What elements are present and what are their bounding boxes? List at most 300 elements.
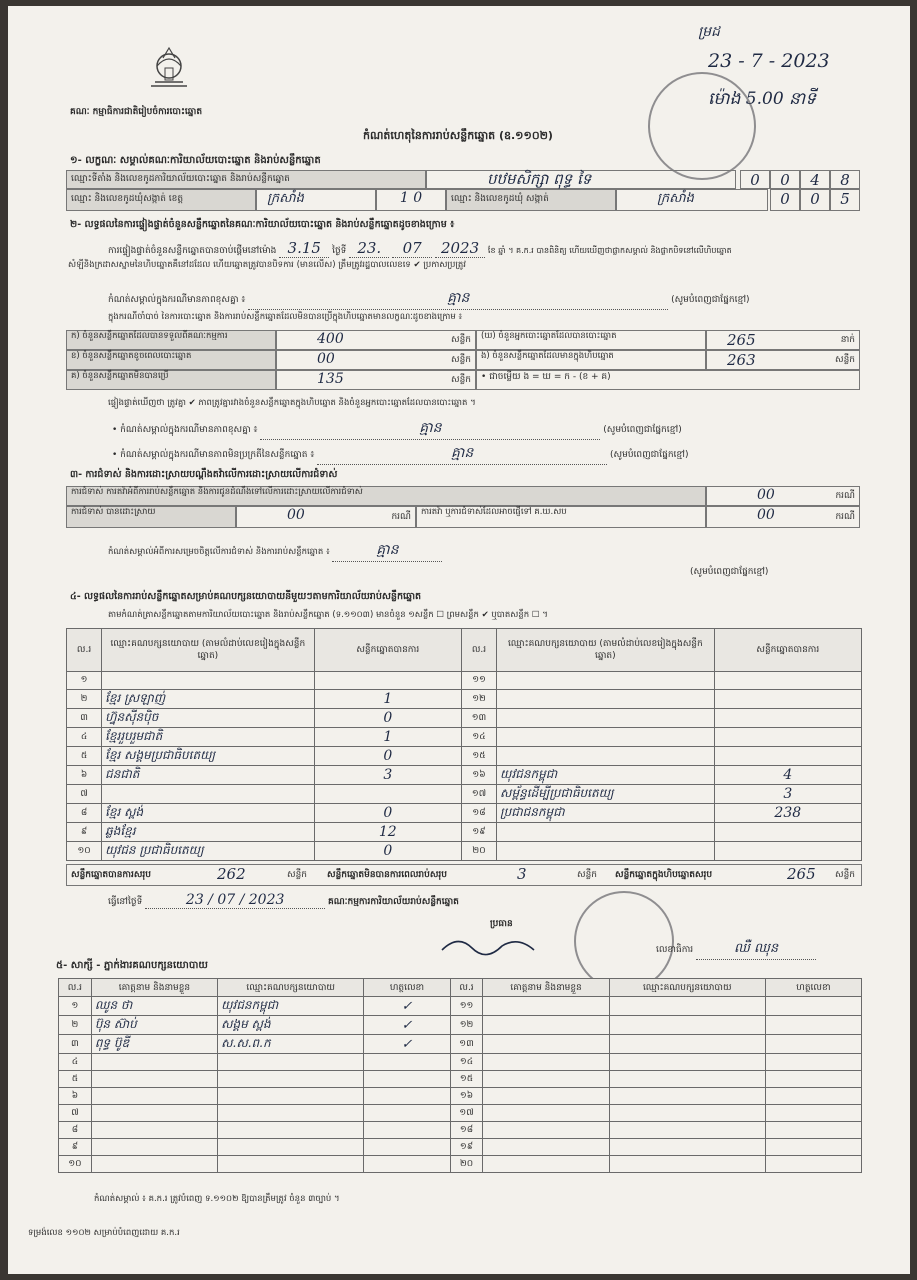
witness-party (218, 1156, 364, 1173)
party-row-no: ៤ (67, 728, 102, 747)
witness-name: ពុទ្ធ ប៊ូឌី (91, 1035, 217, 1054)
witness-party: សង្គម ស្ពង់ (218, 1016, 364, 1035)
witness-name (483, 1016, 609, 1035)
section5-title: ៥- សាក្សី - ភ្នាក់ងារគណបក្សនយោបាយ (56, 960, 208, 971)
party-row (67, 672, 862, 690)
witness-row-no: ១០ (59, 1156, 92, 1173)
party-row (67, 842, 862, 861)
party-row-no: ៦ (67, 766, 102, 785)
witness-party (218, 1139, 364, 1156)
party-row-no: ៣ (67, 709, 102, 728)
row-a-label2-cell (476, 330, 706, 350)
witness-party (218, 1054, 364, 1071)
witness-name (483, 997, 609, 1016)
witness-name (91, 1071, 217, 1088)
party-row-no: ១៥ (461, 747, 496, 766)
party-row (67, 823, 862, 842)
witness-signature (765, 1054, 861, 1071)
party-row (67, 766, 862, 785)
witness-signature (765, 1088, 861, 1105)
witness-name (91, 1105, 217, 1122)
witness-row-no: ១២ (450, 1016, 483, 1035)
section4-intro: តាមកំណត់ត្រាសន្លឹកឆ្នោតតាមការិយាល័យបោះឆ្នោត និងរាប់សន្លឹកឆ្នោត (ទ.១១០៣) មានចំនួន ១សន្លឹក ☐ ព្រមសន្លឹក ✔ ឬបាតសន្លឹក ☐ ។ (108, 610, 548, 620)
witness-row (59, 1088, 862, 1105)
party-name: ហ្វ៊ុនស៊ីនប៉ិច (102, 709, 315, 728)
witness-signature (364, 1071, 450, 1088)
section1-row1-label-cell (66, 170, 426, 189)
witness-row (59, 1071, 862, 1088)
witness-name (483, 1156, 609, 1173)
witness-name (483, 1122, 609, 1139)
made-on-label: ធ្វើនៅថ្ងៃទី (108, 897, 143, 907)
party-row-no: ១៩ (461, 823, 496, 842)
witness-party (609, 1139, 765, 1156)
party-votes: 1 (314, 728, 461, 747)
witness-row-no: ១៦ (450, 1088, 483, 1105)
party-row-no: ៥ (67, 747, 102, 766)
section2-line1-post: ខែ ឆ្នាំ ។ គ.ក.រ បានពិនិត្យ ហើយឃើញថាផ្លាកសម្គាល់ និងផ្លាកបិទនៅលើហិបឆ្នោត (487, 246, 732, 255)
section1-row2-value-cell (256, 189, 376, 211)
witness-row (59, 1156, 862, 1173)
bullet2-line (112, 443, 688, 465)
party-name (102, 785, 315, 804)
witness-row (59, 1035, 862, 1054)
sec3-r2-label-cell (66, 506, 236, 528)
bullet1-fill-note: (សូមបំពេញជាផ្នែកខ្មៅ) (603, 425, 682, 435)
total-valid-votes: 262 (217, 865, 246, 883)
party-name (497, 709, 715, 728)
witness-name: ឈូន ថា (91, 997, 217, 1016)
party-row-no: ១២ (461, 690, 496, 709)
witness-row-no: ១៧ (450, 1105, 483, 1122)
party-name: ជនជាតិ (102, 766, 315, 785)
commune-name: ក្រសាំង (267, 191, 304, 206)
row-a-label2: (ឃ) ចំនួនអ្នកបោះឆ្នោតដែលបានបោះឆ្នោត (481, 331, 617, 341)
col-party-right: ឈ្មោះគណបក្សនយោបាយ (តាមលំដាប់លេខរៀងក្នុងសន្លឹកឆ្នោត) (497, 629, 715, 672)
row-b-unit2: សន្លឹក (835, 355, 855, 365)
section1-row2-label2: ឈ្មោះ និងលេខកូដឃុំ សង្កាត់ (451, 194, 549, 204)
chair-signature (438, 930, 548, 965)
witness-signature (364, 1156, 450, 1173)
section1-row2-label-cell (66, 189, 256, 211)
party-votes: 3 (314, 766, 461, 785)
witness-table (58, 978, 862, 1173)
section1-row2-label: ឈ្មោះ និងលេខកូដឃុំសង្កាត់ ខេត្ត (71, 194, 184, 204)
row-b-label-cell (66, 350, 276, 370)
col-votes-right: សន្លឹកឆ្នោតបានការ (714, 629, 861, 672)
witness-name (483, 1071, 609, 1088)
witness-row-no: ១៣ (450, 1035, 483, 1054)
witness-signature (364, 1105, 450, 1122)
witness-row-no: ៧ (59, 1105, 92, 1122)
voters-voted: 265 (727, 331, 756, 349)
witness-name (91, 1122, 217, 1139)
witness-party (609, 1054, 765, 1071)
party-row (67, 747, 862, 766)
section1-row2-label2-cell (446, 189, 616, 211)
row-a-label-cell (66, 330, 276, 350)
witness-signature: ✓ (364, 1016, 450, 1035)
witness-signature (364, 1122, 450, 1139)
witness-col-party-right: ឈ្មោះគណបក្សនយោបាយ (609, 979, 765, 997)
party-row (67, 804, 862, 823)
witness-signature (364, 1088, 450, 1105)
total-valid-label: សន្លឹកឆ្នោតបានការសរុប (71, 870, 151, 880)
party-votes: 3 (714, 785, 861, 804)
total-invalid-unit: សន្លឹក (577, 870, 597, 880)
verify-line-text: ផ្ទៀងផ្ទាត់ឃើញថា ត្រូវគ្នា ✔ ភាពត្រូវគ្នារវាងចំនួនសន្លឹកឆ្នោតក្នុងហិបឆ្នោត និងចំនួនអ្នកបោះឆ្នោតដែលបានបោះឆ្នោត ។ (108, 398, 476, 408)
party-row-no: ១៦ (461, 766, 496, 785)
col-party-left: ឈ្មោះគណបក្សនយោបាយ (តាមលំដាប់លេខរៀងក្នុងសន្លឹកឆ្នោត) (102, 629, 315, 672)
party-name: ប្រជាជនកម្ពុជា (497, 804, 715, 823)
witness-row (59, 997, 862, 1016)
sec3-remark-value: គ្មាន (332, 540, 442, 562)
witness-signature (765, 1016, 861, 1035)
polling-station-name: បឋមសិក្សា ពុទ្ធ ទៃ (487, 170, 592, 188)
sec3-r2-label2: ការតវ៉ា ឬការជំទាស់ដែលអាចផ្ញើទៅ គ.ឃ.សប (421, 507, 567, 517)
total-box-votes: 265 (787, 865, 816, 883)
section3-title: ៣- ការជំទាស់ និងការដោះស្រាយបណ្តឹងតវ៉ាលើការដោះស្រាយលើការជំទាស់ (70, 469, 338, 480)
form-footer: ទម្រង់លេខ ១១០២ សម្រាប់បំពេញដោយ គ.ក.រ (28, 1228, 180, 1238)
witness-signature (364, 1054, 450, 1071)
witness-row-no: ៥ (59, 1071, 92, 1088)
party-name: ខ្មែរ ស្ពង់ (102, 804, 315, 823)
party-votes: 0 (314, 804, 461, 823)
col-no-left: ល.រ (67, 629, 102, 672)
sec3-r2-unit2: ករណី (835, 512, 855, 522)
section2-remark1 (108, 288, 750, 310)
sec3-r2-value-cell (236, 506, 416, 528)
party-name (497, 690, 715, 709)
sec3-r1-unit: ករណី (835, 491, 855, 501)
party-row-no: ១៧ (461, 785, 496, 804)
party-name: ខ្មែរ សង្គមប្រជាធិបតេយ្យ (102, 747, 315, 766)
count-start-month: 07 (392, 239, 432, 258)
verify-line (108, 398, 476, 410)
witness-name (483, 1035, 609, 1054)
witness-signature (765, 1035, 861, 1054)
witness-name (91, 1139, 217, 1156)
witness-party: យុវជនកម្ពុជា (218, 997, 364, 1016)
party-votes (714, 672, 861, 690)
witness-signature (364, 1139, 450, 1156)
count-start-time: 3.15 (279, 239, 329, 258)
witness-party (609, 1156, 765, 1173)
chair-label: ប្រធាន (490, 919, 513, 929)
sec3-remark-label: កំណត់សម្គាល់អំពីការសម្រេចចិត្តលើការជំទាស់ និងការរាប់សន្លឹកឆ្នោត ៖ (108, 547, 330, 557)
party-name: យុវជនកម្ពុជា (497, 766, 715, 785)
party-name: ខ្មែរ ស្រឡាញ់ (102, 690, 315, 709)
party-row-no: ២០ (461, 842, 496, 861)
sec3-r1-label-cell (66, 486, 706, 506)
total-box-unit: សន្លឹក (835, 870, 855, 880)
formula-cell (476, 370, 860, 390)
hand-note-line1: ម្រដ (698, 24, 720, 40)
witness-row (59, 1016, 862, 1035)
count-start-year: 2023 (435, 239, 485, 258)
witness-row-no: ១ (59, 997, 92, 1016)
witness-party (609, 1122, 765, 1139)
made-on-date: 23 / 07 / 2023 (145, 892, 325, 909)
row-a-unit: សន្លឹក (451, 335, 471, 345)
commune-code-digit-2: 0 (800, 189, 830, 211)
party-row-no: ១៨ (461, 804, 496, 823)
section1-title: ១- លក្ខណៈ សម្គាល់គណៈការិយាល័យបោះឆ្នោត និងរាប់សន្លឹកឆ្នោត (70, 155, 321, 166)
party-row-no: ២ (67, 690, 102, 709)
resolved-objections: 00 (287, 507, 305, 523)
witness-signature (765, 1071, 861, 1088)
witness-row-no: ៣ (59, 1035, 92, 1054)
witness-row-no: ១៨ (450, 1122, 483, 1139)
row-b-unit: សន្លឹក (451, 355, 471, 365)
party-votes: 4 (714, 766, 861, 785)
witness-row-no: ៦ (59, 1088, 92, 1105)
forwarded-objections: 00 (757, 507, 775, 523)
row-b-label2-cell (476, 350, 706, 370)
cambodia-emblem-icon (143, 46, 195, 94)
party-row-no: ៧ (67, 785, 102, 804)
witness-col-no-left: ល.រ (59, 979, 92, 997)
witness-name (483, 1088, 609, 1105)
party-name (497, 823, 715, 842)
row-a-label: ក) ចំនួនសន្លឹកឆ្នោតដែលបានទទួលពីគណៈកម្មការ (71, 331, 228, 341)
section2-fill-note: (សូមបំពេញជាផ្នែកខ្មៅ) (671, 295, 750, 305)
witness-name (91, 1156, 217, 1173)
section1-row2-value3-cell (616, 189, 768, 211)
form-title: កំណត់ហេតុនៃការរាប់សន្លឹកឆ្នោត (ឧ.១១០២) (363, 129, 553, 142)
made-on-post: គណៈកម្មការការិយាល័យរាប់សន្លឹកឆ្នោត (328, 897, 459, 907)
party-votes: 1 (314, 690, 461, 709)
witness-party (218, 1105, 364, 1122)
col-votes-left: សន្លឹកឆ្នោតបានការ (314, 629, 461, 672)
sec3-r2-unit: ករណី (391, 512, 411, 522)
party-name (497, 842, 715, 861)
district-code: 1 0 (376, 189, 446, 211)
station-code-digit-2: 0 (770, 170, 800, 189)
ballots-in-box: 263 (727, 351, 756, 369)
witness-signature (765, 997, 861, 1016)
witness-row (59, 1105, 862, 1122)
sec3-r2-label: ការជំទាស់ បានដោះស្រាយ (71, 507, 156, 517)
party-results-table (66, 628, 862, 861)
witness-row-no: ១៤ (450, 1054, 483, 1071)
witness-header (59, 979, 862, 997)
witness-row-no: ៨ (59, 1122, 92, 1139)
witness-party (609, 997, 765, 1016)
secretary-line (656, 940, 816, 960)
row-a-value2-cell (706, 330, 860, 350)
witness-party (609, 1105, 765, 1122)
formula-text: • ជាចម្លើយ ង = ឃ = ក - (ខ + គ) (481, 372, 611, 382)
witness-party (218, 1122, 364, 1139)
party-name: សម្ព័ន្ធដើម្បីប្រជាធិបតេយ្យ (497, 785, 715, 804)
party-row-no: ១៣ (461, 709, 496, 728)
witness-signature (765, 1122, 861, 1139)
bullet1-value: គ្មាន (260, 418, 600, 440)
witness-signature: ✓ (364, 1035, 450, 1054)
party-votes (714, 728, 861, 747)
witness-party (609, 1088, 765, 1105)
form-paper (8, 6, 910, 1274)
bullet2-fill-note: (សូមបំពេញជាផ្នែកខ្មៅ) (610, 450, 689, 460)
totals-row (66, 864, 862, 886)
station-code-digit-4: 8 (830, 170, 860, 189)
witness-row-no: ២០ (450, 1156, 483, 1173)
party-votes (714, 823, 861, 842)
party-row-no: ៨ (67, 804, 102, 823)
official-stamp-top (648, 72, 756, 180)
secretary-signature: ឈឺ ឈុន (696, 940, 816, 960)
row-c-value-cell (276, 370, 476, 390)
witness-party (609, 1016, 765, 1035)
party-row (67, 690, 862, 709)
made-on-line (108, 892, 459, 909)
witness-col-sig-left: ហត្ថលេខា (364, 979, 450, 997)
party-row (67, 728, 862, 747)
witness-name (483, 1139, 609, 1156)
witness-name: ប៊ុន ស៊ាប់ (91, 1016, 217, 1035)
party-votes: 0 (314, 747, 461, 766)
section2-title: ២- លទ្ធផលនៃការផ្ទៀងផ្ទាត់ចំនួនសន្លឹកឆ្នោតនៃគណៈការិយាល័យបោះឆ្នោត និងរាប់សន្លឹកឆ្នោតដូចខាងក្រោម ៖ (70, 219, 455, 230)
party-votes (314, 785, 461, 804)
bullet1-label: • កំណត់សម្គាល់ក្នុងករណីមានភាពខុសគ្នា ៖ (112, 425, 258, 435)
party-name (497, 672, 715, 690)
witness-row-no: ៤ (59, 1054, 92, 1071)
party-row-no: ១១ (461, 672, 496, 690)
witness-col-party-left: ឈ្មោះគណបក្សនយោបាយ (218, 979, 364, 997)
sec3-r1-label: ការជំទាស់ ការតវ៉ាអំពីការរាប់សន្លឹកឆ្នោត និងការជូនដំណឹងទៅលើការដោះស្រាយលើការជំទាស់ (71, 487, 363, 497)
party-votes (314, 672, 461, 690)
total-invalid-label: សន្លឹកឆ្នោតមិនបានការពេលរាប់សរុប (327, 870, 447, 880)
witness-signature: ✓ (364, 997, 450, 1016)
bullet2-label: • កំណត់សម្គាល់ក្នុងករណីមានភាពមិនប្រក្រតីនៃសន្លឹកឆ្នោត ៖ (112, 450, 315, 460)
bullet2-value: គ្មាន (317, 443, 607, 465)
bullet1-line (112, 418, 682, 440)
total-valid-unit: សន្លឹក (287, 870, 307, 880)
sec3-remark-line (108, 540, 442, 562)
authority-name: គណៈ កម្មាធិការជាតិរៀបចំការបោះឆ្នោត (70, 107, 203, 117)
sec3-r2-value2-cell (706, 506, 860, 528)
party-row-no: ១៤ (461, 728, 496, 747)
witness-party (218, 1071, 364, 1088)
row-b-label2: ង) ចំនួនសន្លឹកឆ្នោតដែលមានក្នុងហិបឆ្នោត (481, 351, 614, 361)
witness-name (91, 1054, 217, 1071)
ballots-unused: 135 (317, 371, 344, 387)
witness-signature (765, 1105, 861, 1122)
witness-row-no: ២ (59, 1016, 92, 1035)
total-invalid-votes: 3 (517, 865, 527, 883)
section2-date-label: ថ្ងៃទី (332, 246, 347, 256)
witness-name (483, 1054, 609, 1071)
party-votes (714, 747, 861, 766)
row-c-unit: សន្លឹក (451, 375, 471, 385)
commune-code-digit-1: 0 (770, 189, 800, 211)
party-name: ខ្មែររួបរួមជាតិ (102, 728, 315, 747)
witness-row (59, 1139, 862, 1156)
witness-col-no-right: ល.រ (450, 979, 483, 997)
section2-line2: សំឡីនិងក្រដាសស្នាមនៃហិបឆ្នោតគឺនៅដដែល ហើយឆ្នោតត្រូវបានបិទការ (មានលើស) ត្រឹមត្រូវរដ្ឋបាលលេខទេ ✔ ប្រកាសប្រត្រូវ (68, 260, 466, 270)
witness-col-name-left: គោត្តនាម និងនាមខ្លួន (91, 979, 217, 997)
witness-row-no: ១៩ (450, 1139, 483, 1156)
ballots-received: 400 (317, 331, 344, 347)
party-row (67, 709, 862, 728)
section4-title: ៤- លទ្ធផលនៃការរាប់សន្លឹកឆ្នោតសម្រាប់គណបក្សនយោបាយនីមួយៗតាមការិយាល័យរាប់សន្លឹកឆ្នោត (70, 591, 422, 602)
party-votes: 0 (314, 709, 461, 728)
witness-row (59, 1054, 862, 1071)
witness-name (483, 1105, 609, 1122)
party-name (497, 728, 715, 747)
witness-signature (765, 1139, 861, 1156)
hand-note-time: ម៉ោង 5.00 នាទី (708, 89, 817, 109)
party-name (102, 672, 315, 690)
count-start-day: 23. (349, 239, 389, 258)
witness-party (609, 1071, 765, 1088)
objections-count: 00 (757, 487, 775, 503)
secretary-label: លេខាធិការ (656, 945, 694, 955)
row-c-label-cell (66, 370, 276, 390)
witness-party: ស.ស.ព.ក (218, 1035, 364, 1054)
row-a-unit2: នាក់ (840, 335, 855, 345)
hand-note-date: 23 - 7 - 2023 (708, 50, 830, 72)
party-votes: 238 (714, 804, 861, 823)
sec3-r2-label2-cell (416, 506, 706, 528)
witness-party (609, 1035, 765, 1054)
section2-line3: ក្នុងករណីចាំបាច់ នៃការបោះឆ្នោត និងការរាប់សន្លឹកឆ្នោតដែលមិនបានប្រើក្នុងហិបឆ្នោតមានលក្ខណៈដូចខាងក្រោម ៖ (108, 312, 463, 322)
party-votes: 0 (314, 842, 461, 861)
row-b-label: ខ) ចំនួនសន្លឹកឆ្នោតខូចពេលបោះឆ្នោត (71, 351, 192, 361)
party-votes (714, 690, 861, 709)
section2-remark1-label: កំណត់សម្គាល់ក្នុងករណីមានភាពខុសគ្នា ៖ (108, 295, 246, 305)
party-results-header (67, 629, 862, 672)
total-box-label: សន្លឹកឆ្នោតក្នុងហិបឆ្នោតសរុប (615, 870, 713, 880)
party-votes: 12 (314, 823, 461, 842)
witness-col-name-right: គោត្តនាម និងនាមខ្លួន (483, 979, 609, 997)
party-name: ឆ្លងខ្មែរ (102, 823, 315, 842)
station-code-digit-1: 0 (740, 170, 770, 189)
witness-row-no: ៩ (59, 1139, 92, 1156)
station-code-digit-3: 4 (800, 170, 830, 189)
witness-row-no: ១១ (450, 997, 483, 1016)
section2-line1 (108, 239, 732, 258)
row-b-value-cell (276, 350, 476, 370)
ballots-spoiled: 00 (317, 351, 335, 367)
witness-signature (765, 1156, 861, 1173)
witness-name (91, 1088, 217, 1105)
section1-row1-value-cell (426, 170, 736, 189)
party-votes (714, 709, 861, 728)
party-row-no: ១០ (67, 842, 102, 861)
section2-remark1-value: គ្មាន (248, 288, 668, 310)
row-c-label: គ) ចំនួនសន្លឹកឆ្នោតមិនបានប្រើ (71, 371, 169, 381)
sec3-fill-note: (សូមបំពេញជាផ្នែកខ្មៅ) (690, 567, 769, 577)
witness-party (218, 1088, 364, 1105)
section5-note: កំណត់សម្គាល់ ៖ គ.ក.រ ត្រូវបំពេញ ទ.១១០២ ឱ្យបានត្រឹមត្រូវ ចំនួន ៣ច្បាប់ ។ (94, 1194, 340, 1204)
row-b-value2-cell (706, 350, 860, 370)
section2-line1-pre: ការផ្ទៀងផ្ទាត់ចំនួនសន្លឹកឆ្នោតបានចាប់ផ្តើមនៅម៉ោង (108, 246, 277, 256)
witness-row (59, 1122, 862, 1139)
party-name: យុវជន ប្រជាធិបតេយ្យ (102, 842, 315, 861)
commune-code-digit-3: 5 (830, 189, 860, 211)
party-row-no: ៩ (67, 823, 102, 842)
col-no-right: ល.រ (461, 629, 496, 672)
row-a-value-cell (276, 330, 476, 350)
party-name (497, 747, 715, 766)
sec3-r1-value-cell (706, 486, 860, 506)
witness-col-sig-right: ហត្ថលេខា (765, 979, 861, 997)
commune-name-2: ក្រសាំង (657, 191, 694, 206)
party-row (67, 785, 862, 804)
witness-row-no: ១៥ (450, 1071, 483, 1088)
